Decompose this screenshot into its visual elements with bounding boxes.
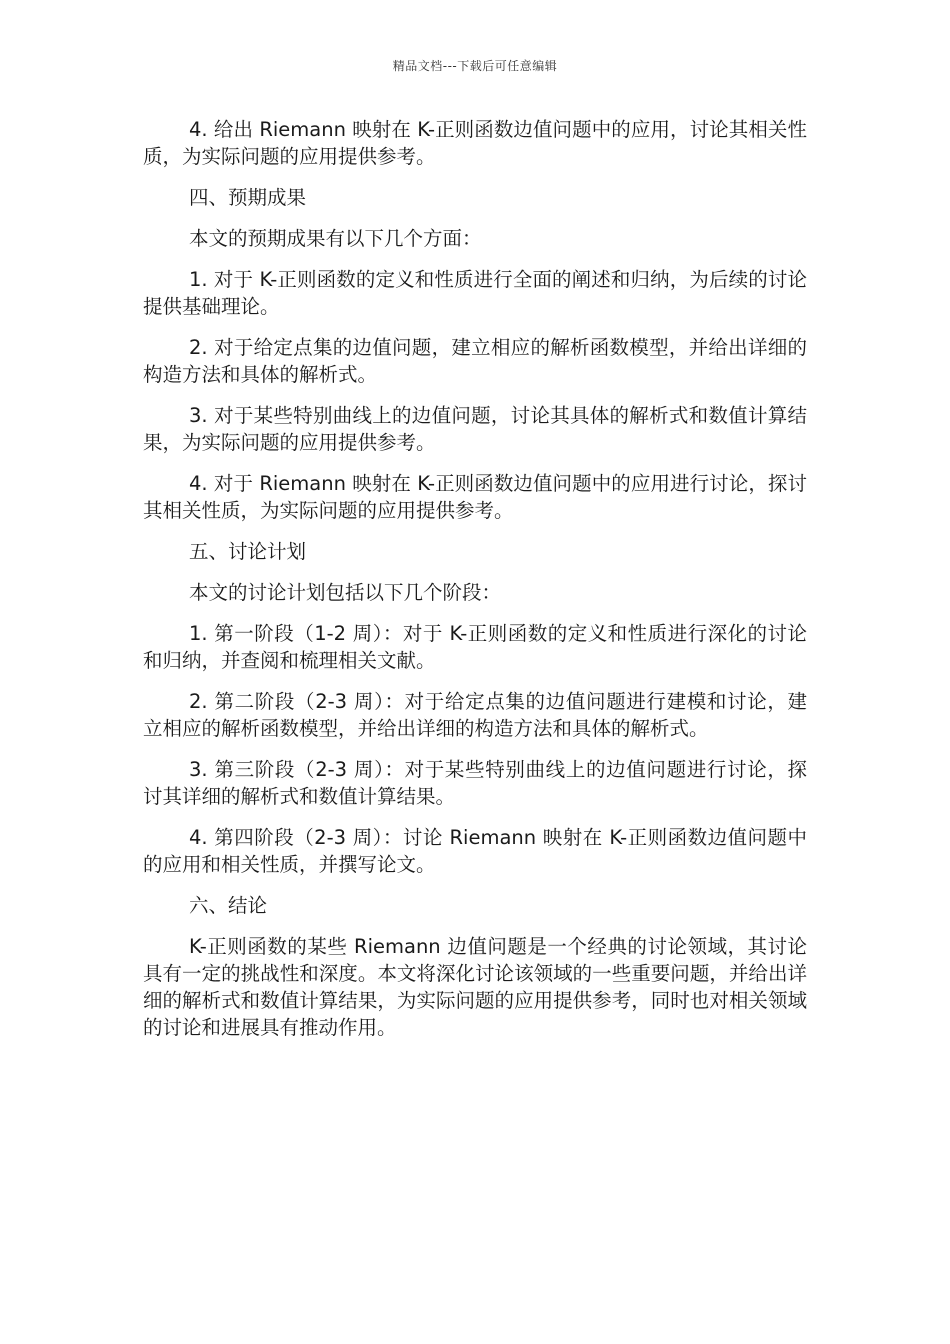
paragraph-results-4: 4. 对于 Riemann 映射在 K-正则函数边值问题中的应用进行讨论，探讨其相关性质，为实际问题的应用提供参考。 — [143, 472, 807, 522]
paragraph-results-3: 3. 对于某些特别曲线上的边值问题，讨论其具体的解析式和数值计算结果，为实际问题的应用提供参考。 — [143, 404, 807, 454]
paragraph-plan-lead: 本文的讨论计划包括以下几个阶段： — [189, 581, 502, 604]
section-heading-results: 四、预期成果 — [189, 186, 307, 209]
document-body — [143, 116, 807, 1055]
paragraph-plan-3: 3. 第三阶段（2-3 周）：对于某些特别曲线上的边值问题进行讨论，探讨其详细的解析式和数值计算结果。 — [143, 758, 807, 808]
paragraph-results-1: 1. 对于 K-正则函数的定义和性质进行全面的阐述和归纳，为后续的讨论提供基础理论。 — [143, 268, 807, 318]
paragraph-conclusion: K-正则函数的某些 Riemann 边值问题是一个经典的讨论领域，其讨论具有一定的挑战性和深度。本文将深化讨论该领域的一些重要问题，并给出详细的解析式和数值计算结果，为实际问题的应用提供参考，同时也对相关领域的讨论和进展具有推动作用。 — [143, 935, 807, 1039]
paragraph-results-2: 2. 对于给定点集的边值问题，建立相应的解析函数模型，并给出详细的构造方法和具体的解析式。 — [143, 336, 807, 386]
section-heading-conclusion: 六、结论 — [189, 894, 268, 917]
section-heading-plan: 五、讨论计划 — [189, 540, 307, 563]
paragraph-intro-4: 4. 给出 Riemann 映射在 K-正则函数边值问题中的应用，讨论其相关性质，为实际问题的应用提供参考。 — [143, 118, 807, 168]
header-watermark: 精品文档---下载后可任意编辑 — [392, 59, 558, 73]
paragraph-results-lead: 本文的预期成果有以下几个方面： — [189, 227, 482, 250]
paragraph-plan-1: 1. 第一阶段（1-2 周）：对于 K-正则函数的定义和性质进行深化的讨论和归纳，并查阅和梳理相关文献。 — [143, 622, 807, 672]
paragraph-plan-2: 2. 第二阶段（2-3 周）：对于给定点集的边值问题进行建模和讨论，建立相应的解析函数模型，并给出详细的构造方法和具体的解析式。 — [143, 690, 807, 740]
paragraph-plan-4: 4. 第四阶段（2-3 周）：讨论 Riemann 映射在 K-正则函数边值问题中的应用和相关性质，并撰写论文。 — [143, 826, 807, 876]
